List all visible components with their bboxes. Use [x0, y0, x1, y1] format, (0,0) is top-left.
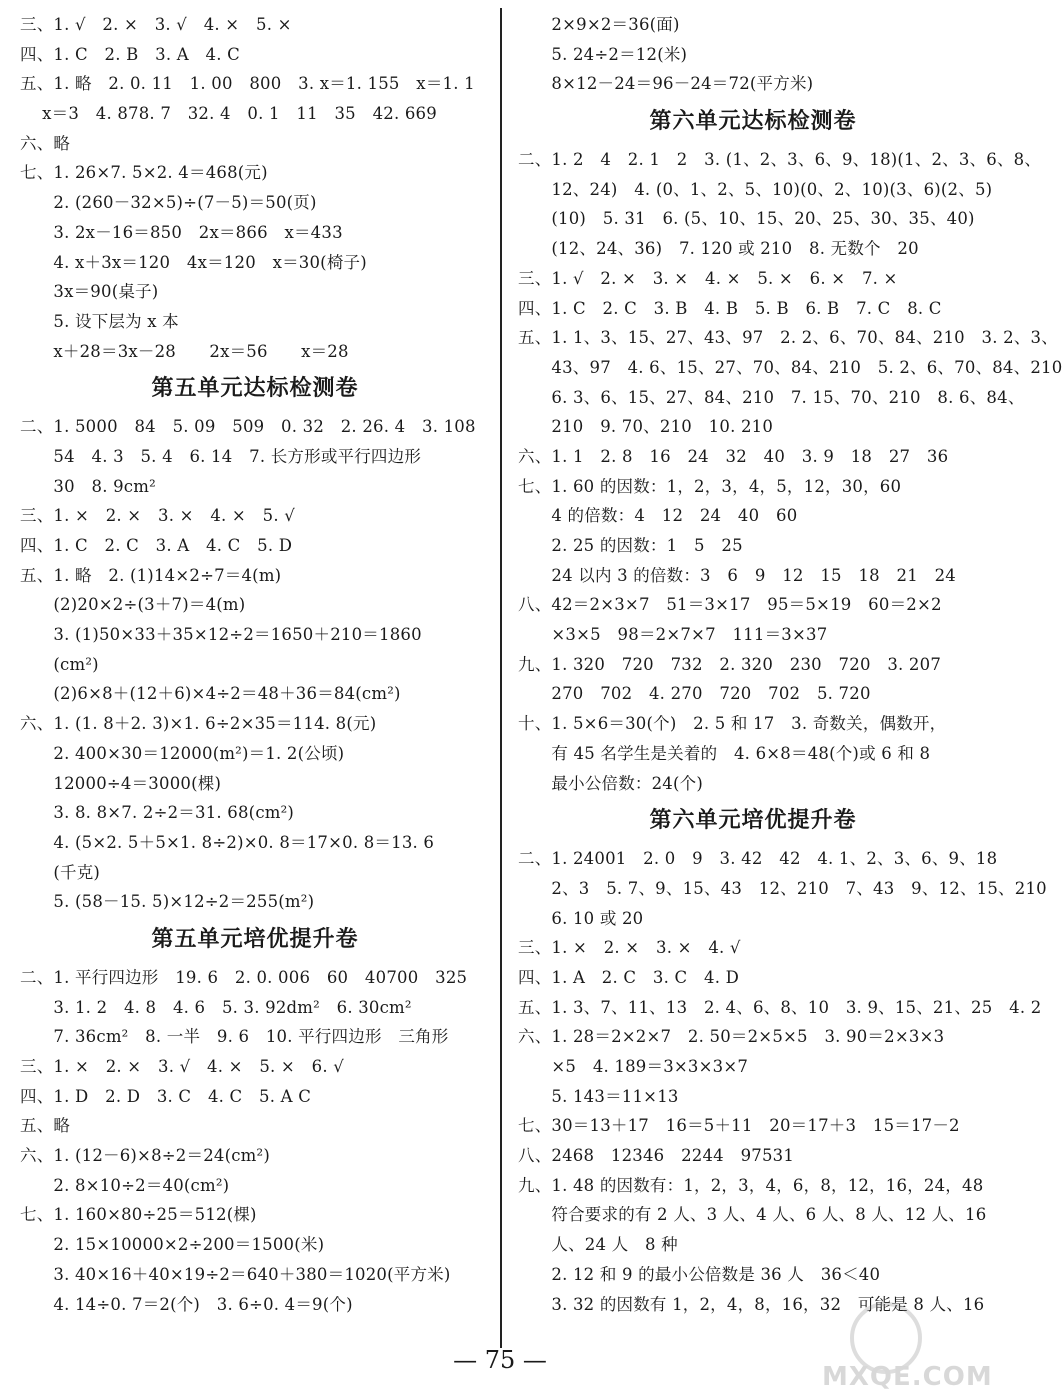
- section-heading: 第六单元培优提升卷: [649, 808, 857, 834]
- answer-line: 43、97 4. 6、15、27、70、84、210 5. 2、6、70、84、210: [518, 357, 1062, 377]
- answer-line: 3. 2x－16＝850 2x＝866 x＝433: [20, 222, 343, 242]
- answer-line: 六、1. (12－6)×8÷2＝24(cm²): [20, 1146, 270, 1166]
- answer-line: (cm²): [20, 654, 99, 674]
- answer-line: 九、1. 48 的因数有：1，2，3，4，6，8，12，16，24，48: [518, 1175, 984, 1195]
- answer-line: 3x＝90(桌子): [20, 282, 159, 302]
- watermark-logo: [810, 1300, 993, 1396]
- answer-line: x＋28＝3x－28 2x＝56 x＝28: [20, 341, 349, 361]
- answer-line: 三、1. × 2. × 3. × 4. × 5. √: [20, 506, 295, 526]
- answer-line: 二、1. 5000 84 5. 09 509 0. 32 2. 26. 4 3. 108: [20, 417, 476, 437]
- answer-line: 七、30＝13＋17 16＝5＋11 20＝17＋3 15＝17－2: [518, 1116, 960, 1136]
- answer-line: 2. 25 的因数：1 5 25: [518, 536, 743, 555]
- answer-line: 8×12－24＝96－24＝72(平方米): [518, 74, 814, 94]
- answer-line: 四、1. A 2. C 3. C 4. D: [518, 967, 740, 987]
- answer-line: (2)20×2÷(3＋7)＝4(m): [20, 595, 246, 615]
- answer-line: 5. 24÷2＝12(米): [518, 44, 688, 64]
- answer-line: 2×9×2＝36(面): [518, 15, 680, 34]
- answer-line: 2. 8×10÷2＝40(cm²): [20, 1175, 230, 1195]
- answer-line: 八、42＝2×3×7 51＝3×17 95＝5×19 60＝2×2: [518, 595, 942, 615]
- answer-line: 最小公倍数：24(个): [518, 773, 703, 793]
- answer-line: 七、1. 26×7. 5×2. 4＝468(元): [20, 163, 268, 183]
- answer-line: 5. 设下层为 x 本: [20, 311, 179, 331]
- answer-line: 2. 12 和 9 的最小公倍数是 36 人 36＜40: [518, 1264, 881, 1284]
- right-column: [518, 10, 1062, 1319]
- answer-line: (12、24、36) 7. 120 或 210 8. 无数个 20: [518, 239, 919, 259]
- answer-line: 2. (260－32×5)÷(7－5)＝50(页): [20, 193, 317, 213]
- answer-line: 五、1. 略 2. 0. 11 1. 00 800 3. x＝1. 155 x＝1. 1: [20, 74, 475, 94]
- answer-line: 4. 14÷0. 7＝2(个) 3. 6÷0. 4＝9(个): [20, 1294, 353, 1314]
- answer-line: 六、略: [20, 133, 71, 153]
- answer-line: (千克): [20, 862, 101, 882]
- answer-line: ×3×5 98＝2×7×7 111＝3×37: [518, 625, 828, 645]
- answer-line: 三、1. √ 2. × 3. × 4. × 5. × 6. × 7. ×: [518, 268, 898, 288]
- answer-line: 五、1. 3、7、11、13 2. 4、6、8、10 3. 9、15、21、25 4. 2: [518, 997, 1042, 1017]
- answer-line: 5. 143＝11×13: [518, 1086, 679, 1106]
- answer-line: 三、1. × 2. × 3. √ 4. × 5. × 6. √: [20, 1057, 344, 1076]
- answer-line: 7. 36cm² 8. 一半 9. 6 10. 平行四边形 三角形: [20, 1027, 449, 1047]
- section-heading: 第六单元达标检测卷: [649, 109, 857, 135]
- answer-line: 12000÷4＝3000(棵): [20, 773, 222, 793]
- left-column: [20, 10, 490, 1319]
- answer-line: 有 45 名学生是关着的 4. 6×8＝48(个)或 6 和 8: [518, 743, 931, 763]
- answer-line: ×5 4. 189＝3×3×3×7: [518, 1057, 749, 1076]
- answer-line: 4. (5×2. 5＋5×1. 8÷2)×0. 8＝17×0. 8＝13. 6: [20, 832, 435, 852]
- answer-line: 24 以内 3 的倍数：3 6 9 12 15 18 21 24: [518, 565, 956, 585]
- answer-line: 54 4. 3 5. 4 6. 14 7. 长方形或平行四边形: [20, 446, 422, 466]
- answer-line: 12、24) 4. (0、1、2、5、10)(0、2、10)(3、6)(2、5): [518, 179, 993, 199]
- answer-line: 八、2468 12346 2244 97531: [518, 1146, 795, 1166]
- answer-line: 五、略: [20, 1116, 71, 1136]
- answer-line: 五、1. 1、3、15、27、43、97 2. 2、6、70、84、210 3. 2、3、: [518, 328, 1058, 348]
- section-heading: 第五单元培优提升卷: [151, 926, 359, 952]
- answer-line: 四、1. C 2. C 3. B 4. B 5. B 6. B 7. C 8. C: [518, 298, 942, 318]
- answer-line: 九、1. 320 720 732 2. 320 230 720 3. 207: [518, 654, 942, 674]
- answer-line: 六、1. 28＝2×2×7 2. 50＝2×5×5 3. 90＝2×3×3: [518, 1027, 945, 1047]
- page-number: — 75 —: [453, 1346, 547, 1374]
- answer-line: 二、1. 2 4 2. 1 2 3. (1、2、3、6、9、18)(1、2、3、6、8、: [518, 150, 1042, 170]
- answer-line: 6. 3、6、15、27、84、210 7. 15、70、210 8. 6、84、: [518, 387, 1025, 407]
- answer-line: 3. 32 的因数有 1，2，4，8，16，32 可能是 8 人、16: [518, 1294, 985, 1314]
- answer-line: 二、1. 24001 2. 0 9 3. 42 42 4. 1、2、3、6、9、18: [518, 849, 998, 869]
- answer-line: 七、1. 60 的因数：1，2，3，4，5，12，30，60: [518, 476, 902, 496]
- answer-line: 五、1. 略 2. (1)14×2÷7＝4(m): [20, 565, 282, 585]
- answer-line: 六、1. 1 2. 8 16 24 32 40 3. 9 18 27 36: [518, 446, 949, 466]
- answer-line: 3. 8. 8×7. 2÷2＝31. 68(cm²): [20, 803, 295, 823]
- answer-line: 2、3 5. 7、9、15、43 12、210 7、43 9、12、15、210: [518, 878, 1047, 898]
- answer-line: 符合要求的有 2 人、3 人、4 人、6 人、8 人、12 人、16: [518, 1205, 987, 1225]
- answer-line: 30 8. 9cm²: [20, 476, 156, 496]
- answer-line: 人、24 人 8 种: [518, 1235, 678, 1255]
- watermark-text: MXQE.COM: [822, 1362, 993, 1392]
- answer-line: 四、1. C 2. C 3. A 4. C 5. D: [20, 536, 293, 555]
- answer-line: 2. 15×10000×2÷200＝1500(米): [20, 1235, 325, 1255]
- answer-line: 3. (1)50×33＋35×12÷2＝1650＋210＝1860: [20, 625, 422, 645]
- answer-line: 210 9. 70、210 10. 210: [518, 417, 774, 437]
- answer-line: 三、1. × 2. × 3. × 4. √: [518, 938, 741, 958]
- answer-line: 6. 10 或 20: [518, 908, 644, 928]
- answer-line: 3. 40×16＋40×19÷2＝640＋380＝1020(平方米): [20, 1264, 451, 1284]
- answer-line: 六、1. (1. 8＋2. 3)×1. 6÷2×35＝114. 8(元): [20, 714, 377, 734]
- answer-line: 270 702 4. 270 720 702 5. 720: [518, 684, 871, 704]
- answer-line: 4. x＋3x＝120 4x＝120 x＝30(椅子): [20, 252, 367, 272]
- answer-line: x＝3 4. 878. 7 32. 4 0. 1 11 35 42. 669: [20, 104, 437, 124]
- answer-line: 三、1. √ 2. × 3. √ 4. × 5. ×: [20, 15, 292, 34]
- answer-line: 四、1. C 2. B 3. A 4. C: [20, 44, 240, 64]
- answer-line: (10) 5. 31 6. (5、10、15、20、25、30、35、40): [518, 209, 975, 229]
- answer-line: 二、1. 平行四边形 19. 6 2. 0. 006 60 40700 325: [20, 967, 468, 987]
- answer-line: (2)6×8＋(12＋6)×4÷2＝48＋36＝84(cm²): [20, 684, 401, 704]
- answer-line: 2. 400×30＝12000(m²)＝1. 2(公顷): [20, 743, 345, 763]
- answer-line: 3. 1. 2 4. 8 4. 6 5. 3. 92dm² 6. 30cm²: [20, 997, 412, 1017]
- answer-line: 七、1. 160×80÷25＝512(棵): [20, 1205, 257, 1225]
- answer-line: 4 的倍数：4 12 24 40 60: [518, 506, 798, 526]
- column-divider: [500, 8, 502, 1348]
- answer-line: 四、1. D 2. D 3. C 4. C 5. A C: [20, 1086, 312, 1106]
- answer-line: 十、1. 5×6＝30(个) 2. 5 和 17 3. 奇数关，偶数开，: [518, 714, 947, 734]
- answer-line: 5. (58－15. 5)×12÷2＝255(m²): [20, 892, 315, 912]
- section-heading: 第五单元达标检测卷: [151, 376, 359, 402]
